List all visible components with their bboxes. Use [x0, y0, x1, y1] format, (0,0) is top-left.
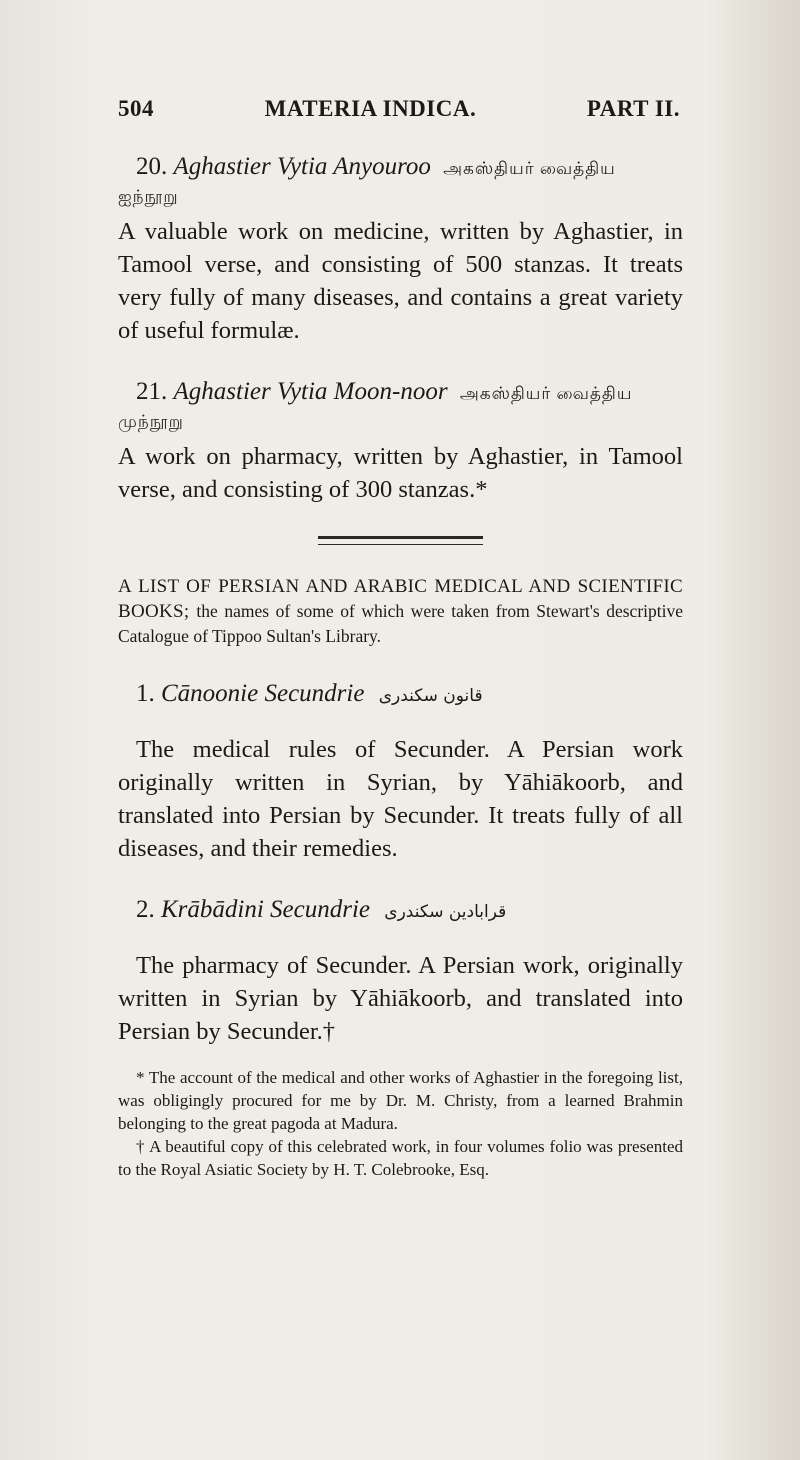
entry-number: 21. — [136, 378, 168, 405]
running-head — [118, 96, 680, 122]
entry-number: 1. — [136, 680, 155, 707]
persian-script: قرابادین سکندری — [384, 902, 507, 922]
entry-description: The pharmacy of Secunder. A Persian work, originally written in Syrian by Yāhiākoorb, and translated into Persian by Secunder.† — [118, 952, 683, 1045]
section-divider — [318, 536, 483, 545]
persian-script: قانون سکندری — [378, 686, 483, 706]
tamil-script: அகஸ்தியர் வைத்திய — [459, 384, 633, 403]
entry-number: 20. — [136, 153, 168, 180]
entry-heading — [118, 893, 683, 929]
list-heading-rest: the names of some of which were taken from Stewart's descriptive Catalogue of Tippoo Sultan's Library. — [118, 601, 684, 646]
tamil-script-continued: ஐந்நூறு — [118, 187, 179, 206]
tamil-script: அகஸ்தியர் வைத்திய — [443, 159, 616, 178]
page-number: 504 — [118, 96, 154, 121]
persian-entry-1 — [118, 677, 683, 865]
entry-heading — [118, 150, 683, 185]
list-heading — [118, 575, 683, 649]
tamil-script-continued: முந்நூறு — [118, 412, 184, 431]
entry-title: Aghastier Vytia Anyouroo — [173, 153, 431, 180]
entry-description: A valuable work on medicine, written by Aghastier, in Tamool verse, and consisting of 500 stanzas. It treats very fully of many diseases, and contains a great variety of useful formulæ. — [118, 218, 683, 344]
entry-number: 2. — [136, 896, 155, 923]
footnote-asterisk: * The account of the medical and other works of Aghastier in the foregoing list, was obligingly procured for me by Dr. M. Christy, from a learned Brahmin belonging to the great pagoda at Madura. — [118, 1068, 683, 1133]
entry-heading — [118, 677, 683, 713]
running-title: MATERIA INDICA. — [264, 96, 477, 121]
entry-description: The medical rules of Secunder. A Persian work originally written in Syrian, by Yāhiākoorb, and translated into Persian by Secunder. It treats fully of all diseases, and their remedies. — [118, 736, 683, 862]
footnotes — [118, 1066, 683, 1181]
entry-21 — [118, 375, 683, 506]
entry-20 — [118, 150, 683, 347]
entry-description: A work on pharmacy, written by Aghastier, in Tamool verse, and consisting of 300 stanzas.* — [118, 443, 683, 503]
entry-title: Cānoonie Secundrie — [161, 680, 365, 707]
entry-heading — [118, 375, 683, 410]
entry-title: Krābādini Secundrie — [161, 896, 371, 923]
part-label: PART II. — [586, 96, 680, 121]
page-content — [118, 150, 683, 1181]
entry-title: Aghastier Vytia Moon-noor — [173, 378, 448, 405]
persian-entry-2 — [118, 893, 683, 1048]
footnote-dagger: † A beautiful copy of this celebrated work, in four volumes folio was presented to the Royal Asiatic Society by H. T. Colebrooke, Esq. — [118, 1137, 683, 1179]
list-heading-caps: A LIST OF PERSIAN AND ARABIC MEDICAL AND SCIENTIFIC BOOKS; — [118, 576, 683, 622]
